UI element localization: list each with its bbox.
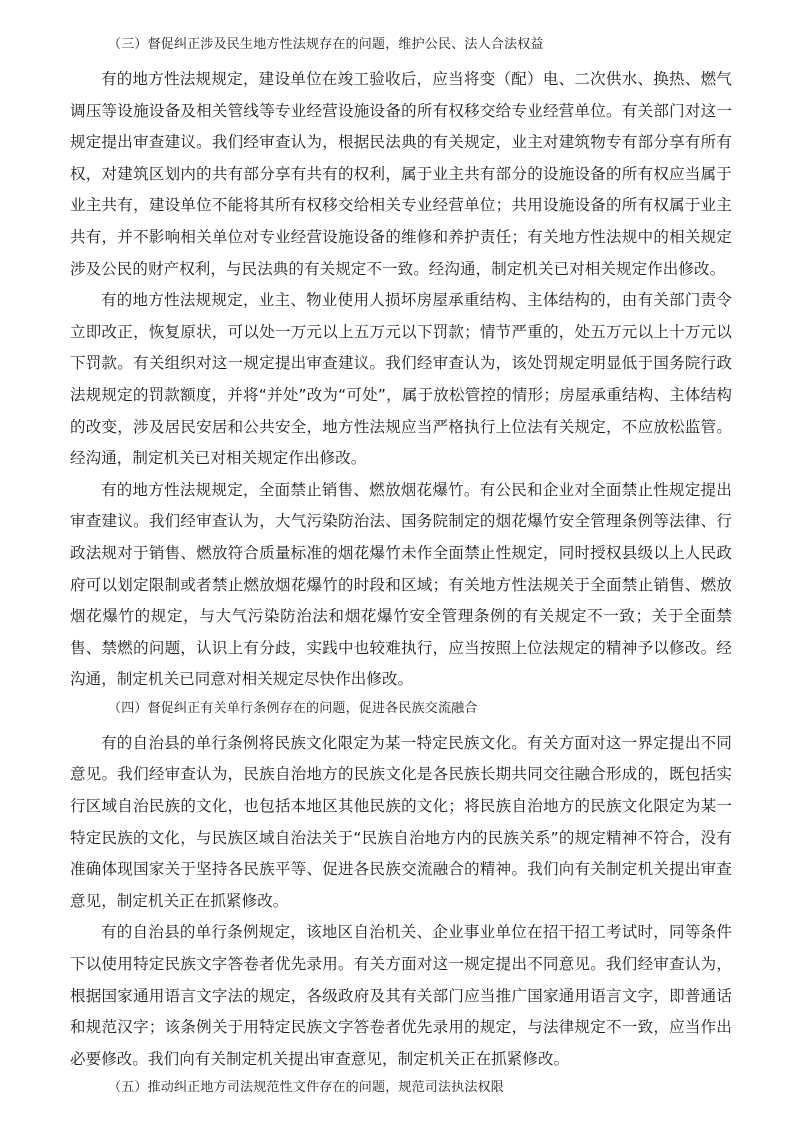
paragraph: 有的地方性法规规定，建设单位在竣工验收后，应当将变（配）电、二次供水、换热、燃气调压等设施设备及相关管线等专业经营设施设备的所有权移交给专业经营单位。有关部门对这一规定提出审查建议。我们经审查认为，根据民法典的有关规定，业主对建筑物专有部分享有所有权，对建筑区划内的共有部分享有共有的权利，属于业主共有部分的设施设备的所有权应当属于业主共有，建设单位不能将其所有权移交给相关专业经营单位；共用设施设备的所有权属于业主共有，并不影响相关单位对专业经营设施设备的维修和养护责任；有关地方性法规中的相关规定涉及公民的财产权利，与民法典的有关规定不一致。经沟通，制定机关已对相关规定作出修改。	[70, 70, 732, 278]
paragraph: 有的自治县的单行条例规定，该地区自治机关、企业事业单位在招干招工考试时，同等条件下以使用特定民族文字答卷者优先录用。有关方面对这一规定提出不同意见。我们经审查认为，根据国家通用语言文字法的规定，各级政府及其有关部门应当推广国家通用语言文字，即普通话和规范汉字；该条例关于用特定民族文字答卷者优先录用的规定，与法律规定不一致，应当作出必要修改。我们向有关制定机关提出审查意见，制定机关正在抓紧修改。	[70, 923, 732, 1068]
section-heading-5: （五）推动纠正地方司法规范性文件存在的问题，规范司法执法权限	[108, 1080, 505, 1096]
paragraph: 有的地方性法规规定，全面禁止销售、燃放烟花爆竹。有公民和企业对全面禁止性规定提出审查建议。我们经审查认为，大气污染防治法、国务院制定的烟花爆竹安全管理条例等法律、行政法规对于销售、燃放符合质量标准的烟花爆竹未作全面禁止性规定，同时授权县级以上人民政府可以划定限制或者禁止燃放烟花爆竹的时段和区域；有关地方性法规关于全面禁止销售、燃放烟花爆竹的规定，与大气污染防治法和烟花爆竹安全管理条例的有关规定不一致；关于全面禁售、禁燃的问题，认识上有分歧，实践中也较难执行，应当按照上位法规定的精神予以修改。经沟通，制定机关已同意对相关规定尽快作出修改。	[70, 480, 732, 689]
paragraph: 有的自治县的单行条例将民族文化限定为某一特定民族文化。有关方面对这一界定提出不同意见。我们经审查认为，民族自治地方的民族文化是各民族长期共同交往融合形成的，既包括实行区域自治民族的文化，也包括本地区其他民族的文化；将民族自治地方的民族文化限定为某一特定民族的文化，与民族区域自治法关于“民族自治地方内的民族关系”的规定精神不符合，没有准确体现国家关于坚持各民族平等、促进各民族交流融合的精神。我们向有关制定机关提出审查意见，制定机关正在抓紧修改。	[70, 733, 732, 910]
paragraph: 有的地方性法规规定，业主、物业使用人损坏房屋承重结构、主体结构的，由有关部门责令立即改正，恢复原状，可以处一万元以上五万元以下罚款；情节严重的，处五万元以上十万元以下罚款。有关组织对这一规定提出审查建议。我们经审查认为，该处罚规定明显低于国务院行政法规规定的罚款额度，并将“并处”改为“可处”，属于放松管控的情形；房屋承重结构、主体结构的改变，涉及居民安居和公共安全，地方性法规应当严格执行上位法有关规定，不应放松监管。经沟通，制定机关已对相关规定作出修改。	[70, 291, 732, 468]
document-page	[70, 34, 732, 1107]
section-heading-4: （四）督促纠正有关单行条例存在的问题，促进各民族交流融合	[108, 700, 478, 716]
section-heading-3: （三）督促纠正涉及民生地方性法规存在的问题，维护公民、法人合法权益	[108, 37, 544, 52]
